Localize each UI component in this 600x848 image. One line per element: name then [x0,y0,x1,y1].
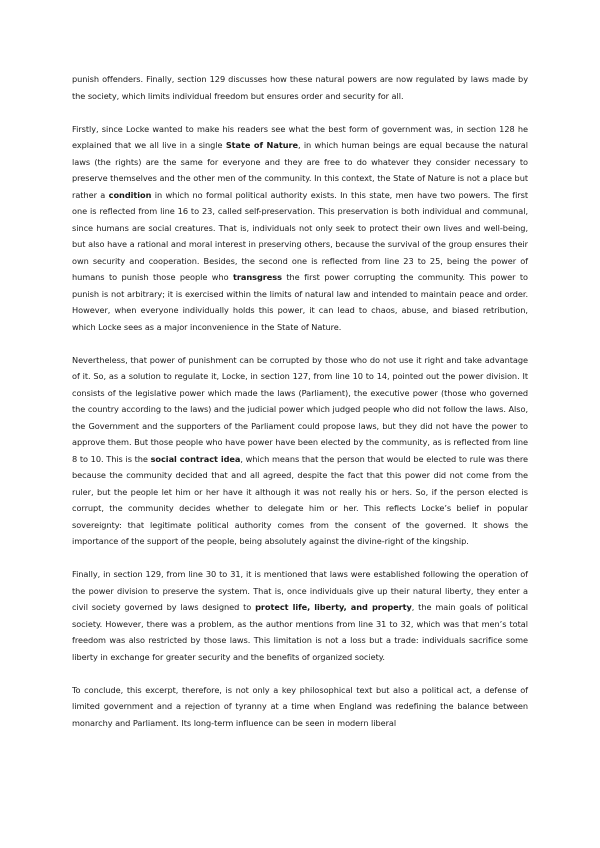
bold-term: State of Nature [225,140,298,150]
text-run: , in which human beings are equal because the natural laws (the rights) are the same for everyone and they are free to do whatever they consider necessary to preserve themselves and the other men of the community. In this context, the State of Nature is not a place but rather a [72,140,528,200]
text-run: , which means that the person that would be elected to rule was there because the community decided that and all agreed, despite the fact that this power did not come from the ruler, but the people let him or her have it although it was not really his or hers. So, if the person elected is corrupt, the community decides whether to delegate him or her. This reflects Locke’s belief in popular sovereignty: that legitimate political authority comes from the consent of the governed. It shows the importance of the support of the people, being absolutely against the divine-right of the kingship. [72,453,528,546]
bold-term: condition [108,189,152,200]
paragraph [72,121,528,336]
paragraph [72,682,528,732]
text-run: punish offenders. Finally, section 129 discusses how these natural powers are now regulated by laws made by the society, which limits individual freedom but ensures order and security for all. [72,74,528,101]
text-run: Nevertheless, that power of punishment can be corrupted by those who do not use it right and take advantage of it. So, as a solution to regulate it, Locke, in section 127, from line 10 to 14, pointed out the power division. It consists of the legislative power which made the laws (Parliament), the executive power (those who governed the country according to the laws) and the judicial power which judged people who did not follow the laws. Also, the Government and the supporters of the Parliament could propose laws, but they did not have the power to approve them. But those people who have power have been elected by the community, as is reflected from line 8 to 10. This is the [72,354,528,464]
text-run: Finally, in section 129, from line 30 to 31, it is mentioned that laws were established following the operation of the power division to preserve the system. That is, once individuals give up their natural liberty, they enter a civil society governed by laws designed to [72,569,528,612]
text-run: Firstly, since Locke wanted to make his readers see what the best form of government was, in section 128 he explained that we all live in a single [72,123,528,150]
paragraph [72,71,528,104]
text-column [72,71,528,731]
paragraph [72,352,528,550]
bold-term: protect life, liberty, and property [255,602,412,612]
bold-term: social contract idea [150,453,241,464]
bold-term: transgress [233,272,282,282]
text-run: in which no formal political authority exists. In this state, men have two powers. The first one is reflected from line 16 to 23, called self-preservation. This preservation is both individual and communal, since humans are social creatures. That is, individuals not only seek to protect their own lives and well-being, but also have a rational and moral interest in preserving others, because the survival of the group ensures their own security and cooperation. Besides, the second one is reflected from line 23 to 25, being the power of humans to punish those people who [72,189,528,282]
paragraph [72,566,528,665]
text-run: the first power corrupting the community. This power to punish is not arbitrary; it is exercised within the limits of natural law and intended to maintain peace and order. However, when everyone individually holds this power, it can lead to chaos, abuse, and biased retribution, which Locke sees as a major inconvenience in the State of Nature. [72,272,528,332]
text-run: , the main goals of political society. However, there was a problem, as the author mentions from line 31 to 32, which was that men’s total freedom was also restricted by those laws. This limitation is not a loss but a trade: individuals sacrifice some liberty in exchange for greater security and the benefits of organized society. [72,602,529,662]
text-run: To conclude, this excerpt, therefore, is not only a key philosophical text but also a political act, a defense of limited government and a rejection of tyranny at a time when England was redefining the balance between monarchy and Parliament. Its long-term influence can be seen in modern liberal [72,684,528,728]
